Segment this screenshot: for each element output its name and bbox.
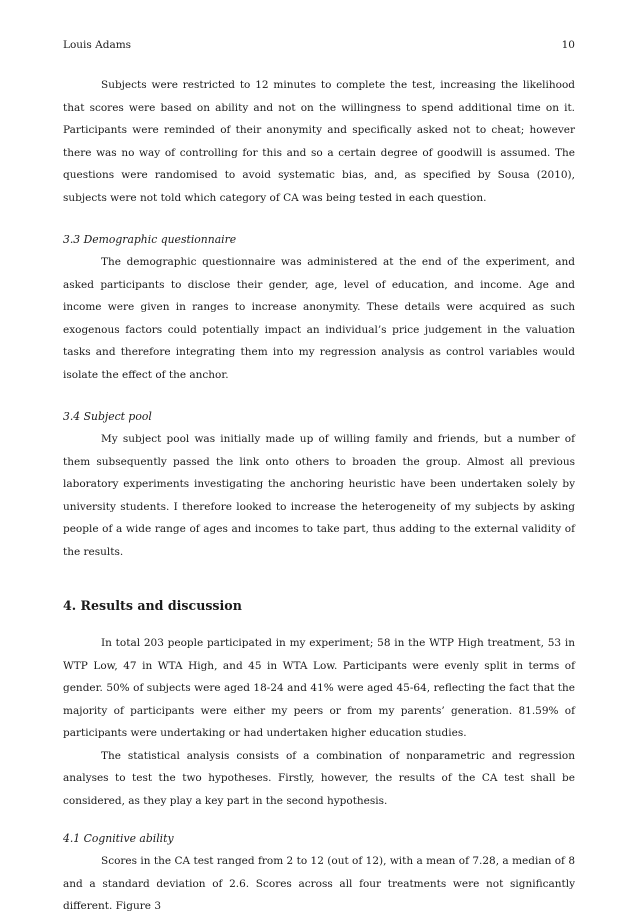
paragraph-results-analysis: The statistical analysis consists of a combination of nonparametric and regression analyses to test the two hypotheses. Firstly, however, the results of the CA test shall be considered, as they play a key part in the second hypothesis. [63,749,575,807]
paragraph-results-participants: In total 203 people participated in my experiment; 58 in the WTP High treatment, 53 in WTP Low, 47 in WTA High, and 45 in WTA Low. Participants were evenly split in terms of gender. 50% of subjects were aged 18-24 and 41% were aged 45-64, reflecting the fact that the majority of participants were either my peers or from my parents’ generation. 81.59% of participants were undertaking or had undertaken higher education studies. [63,637,575,739]
page-header [63,38,575,52]
section-heading-4-1: 4.1 Cognitive ability [63,832,174,845]
paragraph-subject-pool: My subject pool was initially made up of willing family and friends, but a number of them subsequently passed the link onto others to broaden the group. Almost all previous laboratory experiments investigating the anchoring heuristic have been undertaken solely by university students. I therefore looked to increase the heterogeneity of my subjects by asking people of a wide range of ages and incomes to take part, thus adding to the external validity of the results. [63,433,575,558]
paragraph-ca-test-conditions: Subjects were restricted to 12 minutes to complete the test, increasing the likelihood that scores were based on ability and not on the willingness to spend additional time on it. Participants were reminded of their anonymity and specifically asked not to cheat; however there was no way of controlling for this and so a certain degree of goodwill is assumed. The questions were randomised to avoid systematic bias, and, as specified by Sousa (2010), subjects were not told which category of CA was being tested in each question. [63,79,575,204]
section-heading-3-3: 3.3 Demographic questionnaire [63,233,237,246]
header-page-number: 10 [561,39,575,51]
section-heading-3-4: 3.4 Subject pool [63,410,152,423]
section-heading-4: 4. Results and discussion [63,598,242,613]
paragraph-cognitive-ability: Scores in the CA test ranged from 2 to 12 (out of 12), with a mean of 7.28, a median of 8 and a standard deviation of 2.6. Scores across all four treatments were not significantly different. Figure 3 [63,855,575,912]
header-author: Louis Adams [63,39,132,51]
paragraph-demographic-questionnaire: The demographic questionnaire was administered at the end of the experiment, and asked participants to disclose their gender, age, level of education, and income. Age and income were given in ranges to increase anonymity. These details were acquired as such exogenous factors could potentially impact an individual’s price judgement in the valuation tasks and therefore integrating them into my regression analysis as control variables would isolate the effect of the anchor. [63,256,575,381]
